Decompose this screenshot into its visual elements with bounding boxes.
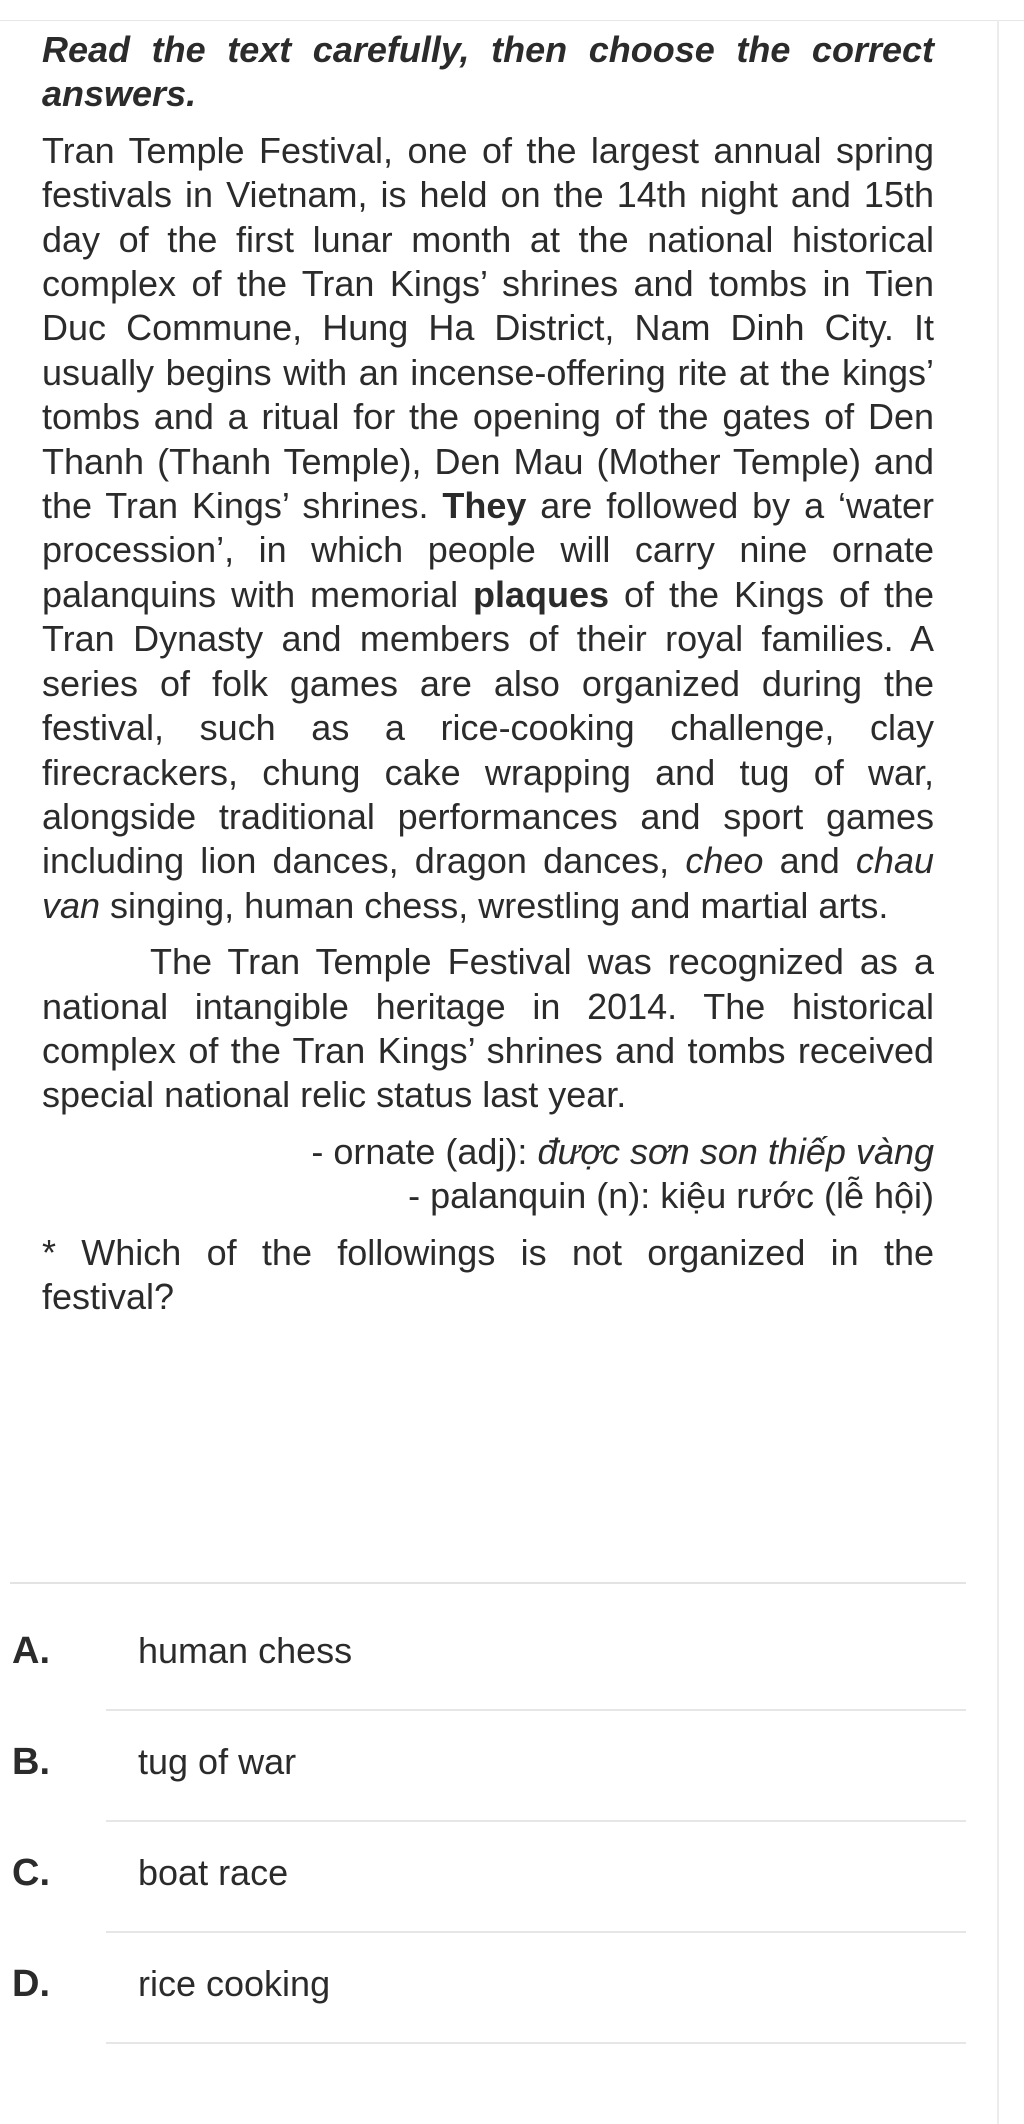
question-divider: [10, 1582, 966, 1584]
answer-option-c[interactable]: [0, 1822, 966, 1933]
passage-text: and: [763, 840, 856, 882]
option-text: rice cooking: [138, 1963, 331, 2004]
top-divider: [0, 0, 1024, 21]
answer-option-d[interactable]: [0, 1933, 966, 2044]
highlighted-word-they: They: [442, 485, 527, 527]
passage-paragraph-2: The Tran Temple Festival was recognized as a national intangible heritage in 2014. The historical complex of the Tran Kings’ shrines and tombs received special national relic status last year.: [42, 941, 934, 1116]
option-text: boat race: [138, 1852, 289, 1893]
answer-option-a[interactable]: [0, 1600, 966, 1711]
instruction-heading: Read the text carefully, then choose the correct answers.: [42, 29, 934, 115]
glossary-meaning: được sơn son thiếp vàng: [537, 1130, 934, 1172]
option-letter: D.: [12, 1963, 50, 2005]
option-letter: B.: [12, 1741, 50, 1783]
italic-term-chau-van: chau van: [42, 840, 934, 926]
question-text: * Which of the followings is not organized in the festival?: [42, 1231, 934, 1317]
highlighted-word-plaques: plaques: [473, 573, 610, 615]
option-text: human chess: [138, 1630, 353, 1671]
passage-paragraph-1: [42, 129, 934, 928]
glossary-palanquin: - palanquin (n): kiệu rước (lễ hội): [408, 1175, 934, 1217]
option-letter: A.: [12, 1630, 50, 1672]
answer-option-b[interactable]: [0, 1711, 966, 1822]
italic-term-cheo: cheo: [685, 840, 764, 882]
scrollbar-track: [997, 20, 999, 2124]
passage-text: are followed by a ‘water procession’, in which people will carry nine ornate palanquins with memorial: [42, 485, 934, 615]
glossary-term: - ornate (adj):: [311, 1130, 538, 1172]
passage-text: of the Kings of the Tran Dynasty and members of their royal families. A series of folk games are also organized during the festival, such as a rice-cooking challenge, clay firecrackers, chung cake wrapping and tug of war, alongside traditional performances and sport games including lion dances, dragon dances,: [42, 573, 934, 882]
option-letter: C.: [12, 1852, 50, 1894]
passage-text: Tran Temple Festival, one of the largest annual spring festivals in Vietnam, is held on the 14th night and 15th day of the first lunar month at the national historical complex of the Tran Kings’ shrines and tombs in Tien Duc Commune, Hung Ha District, Nam Dinh City. It usually begins with an incense-offering rite at the kings’ tombs and a ritual for the opening of the gates of Den Thanh (Thanh Temple), Den Mau (Mother Temple) and the Tran Kings’ shrines.: [42, 129, 934, 527]
passage-text: singing, human chess, wrestling and martial arts.: [100, 884, 889, 926]
option-text: tug of war: [138, 1741, 297, 1782]
glossary-ornate: [42, 1130, 934, 1174]
reading-passage: [42, 28, 934, 1319]
option-divider: [106, 2042, 966, 2044]
